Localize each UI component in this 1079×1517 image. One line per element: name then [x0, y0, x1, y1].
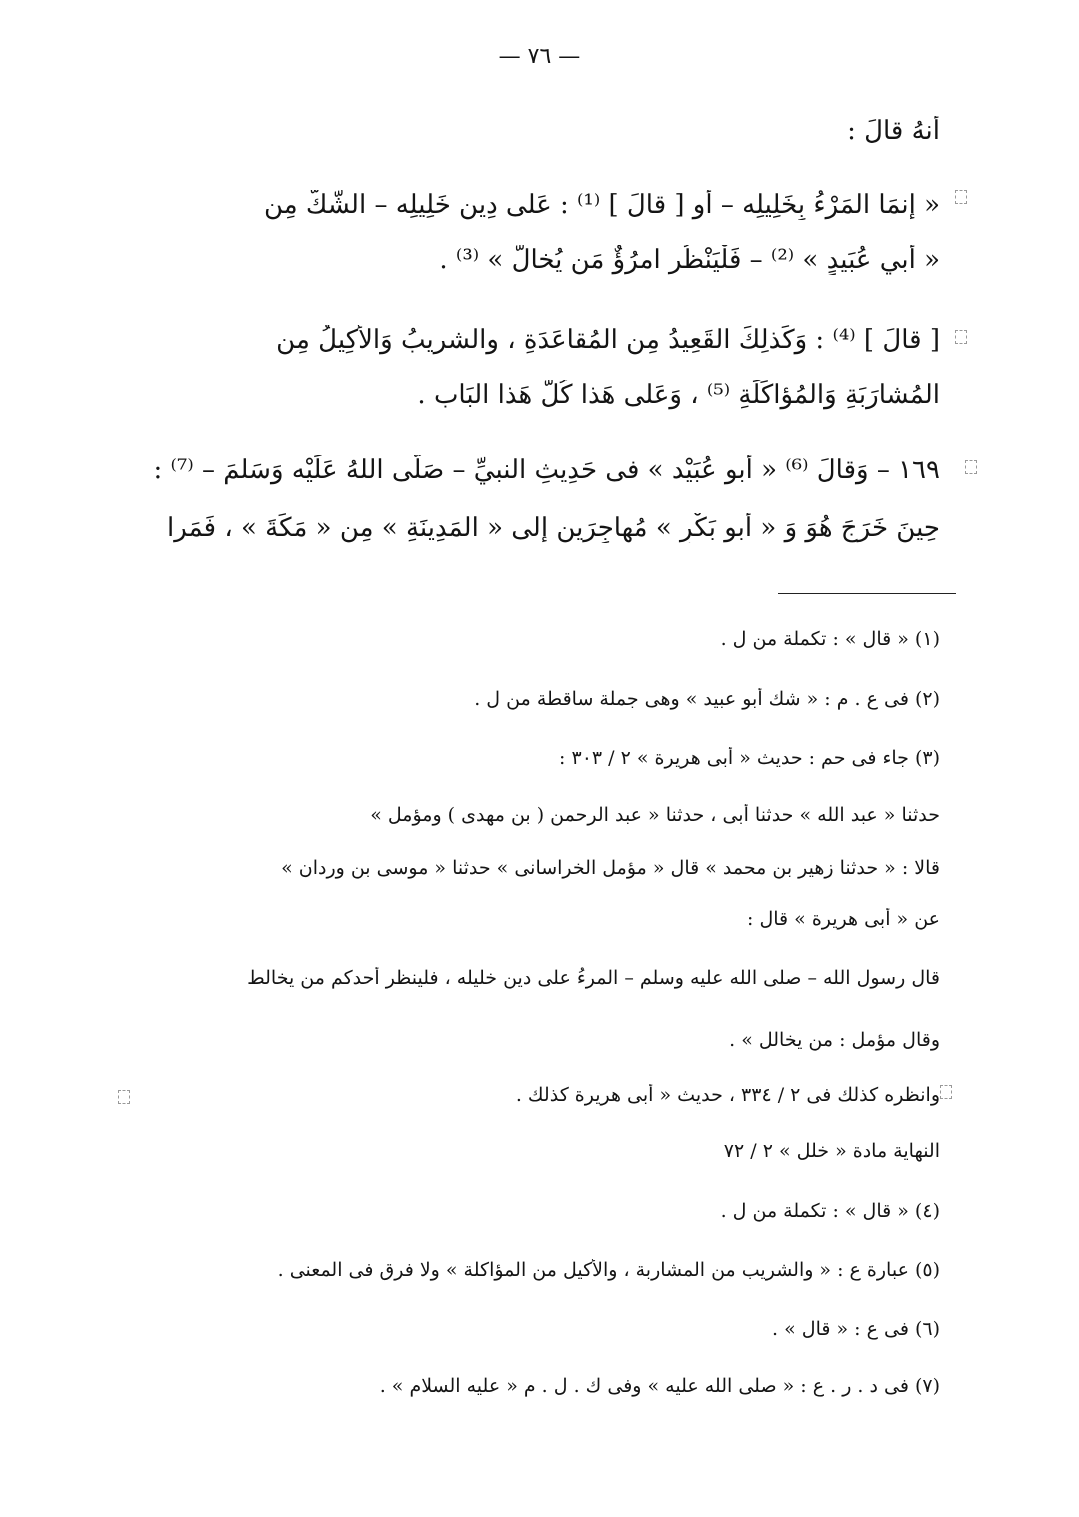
- margin-mark: [965, 460, 977, 474]
- footnote-line: (٧) فى د . ر . ع : « صلى الله عليه » وفى ك . ل . م « عليه السلام » .: [379, 1375, 940, 1397]
- footnote-line: وانظره كذلك فى ٢ / ٣٣٤ ، حديث « أبى هريرة كذلك .: [515, 1084, 940, 1106]
- main-text-line: ١٦٩ – وَقالَ ⁽⁶⁾ « أبو عُبَيْد » فى حَدِيثِ النبيِّ – صَلّى اللهُ عَلَيْه وَسَلمَ – ⁽⁷⁾ :: [153, 455, 940, 485]
- main-text-line: حِينَ خَرَجَ هُوَ وَ « أبو بَكْرٍ » مُهاجِرَينِ إلى « المَدِينَةِ » مِن « مَكَةَ » ، فَمَرا: [167, 513, 940, 543]
- margin-mark: [118, 1090, 130, 1104]
- footnote-line: قال رسول الله – صلى الله عليه وسلم – المرءُ على دين خليله ، فلينظر أحدكم من يخالط: [247, 967, 940, 989]
- footnote-separator: [778, 593, 956, 594]
- footnote-line: (١) « قال » : تكملة من ل .: [720, 628, 940, 650]
- footnote-line: حدثنا « عبد الله » حدثنا أبى ، حدثنا « عبد الرحمن ( بن مهدى ) ومؤمل »: [370, 804, 940, 826]
- margin-mark: [940, 1085, 952, 1099]
- main-text-line: [ قالَ ] ⁽⁴⁾ : وَكَذلِكَ القَعِيدُ مِن المُقاعَدَةِ ، والشرِيبُ وَالأَكِيلُ مِن: [276, 325, 940, 355]
- main-text-line: « إنمَا المَرْءُ بِخَلِيلِه – أو [ قالَ ] ⁽¹⁾ : عَلى دِينِ خَلِيلِه – الشَّكُّ مِن: [263, 190, 940, 220]
- footnote-line: (٤) « قال » : تكملة من ل .: [720, 1200, 940, 1222]
- footnote-line: (٣) جاء فى حم : حديث « أبى هريرة » ٢ / ٣٠٣ :: [559, 747, 940, 769]
- margin-mark: [955, 330, 967, 344]
- page-number: — ٧٦ —: [498, 44, 581, 69]
- footnote-line: النهاية مادة « خلل » ٢ / ٧٢: [723, 1140, 940, 1162]
- footnote-line: قالا : « حدثنا زهير بن محمد » قال « مؤمل الخراسانى » حدثنا « موسى بن وردان »: [281, 857, 940, 879]
- footnote-line: (٢) فى ع . م : « شك أبو عبيد » وهى جملة ساقطة من ل .: [474, 688, 940, 710]
- footnote-line: وقال مؤمل : من يخالل » .: [729, 1029, 940, 1051]
- main-text-line: أنهُ قالَ :: [847, 116, 940, 146]
- margin-mark: [955, 190, 967, 204]
- main-text-line: المُشارَبَةِ وَالمُؤاكَلَةِ ⁽⁵⁾ ، وَعَلى هَذا كُلُّ هَذا البَاب .: [417, 380, 940, 410]
- footnote-line: (٦) فى ع : « قال » .: [772, 1318, 940, 1340]
- footnote-line: عن « أبى هريرة » قال :: [747, 908, 940, 930]
- footnote-line: (٥) عبارة ع : « والشريب من المشاربة ، والأكيل من المؤاكلة » ولا فرق فى المعنى .: [277, 1259, 940, 1281]
- main-text-line: « أبي عُبَيدٍ » ⁽²⁾ – فَلْيَنْظُر امرُؤٌ مَن يُخالّ » ⁽³⁾ .: [439, 245, 940, 275]
